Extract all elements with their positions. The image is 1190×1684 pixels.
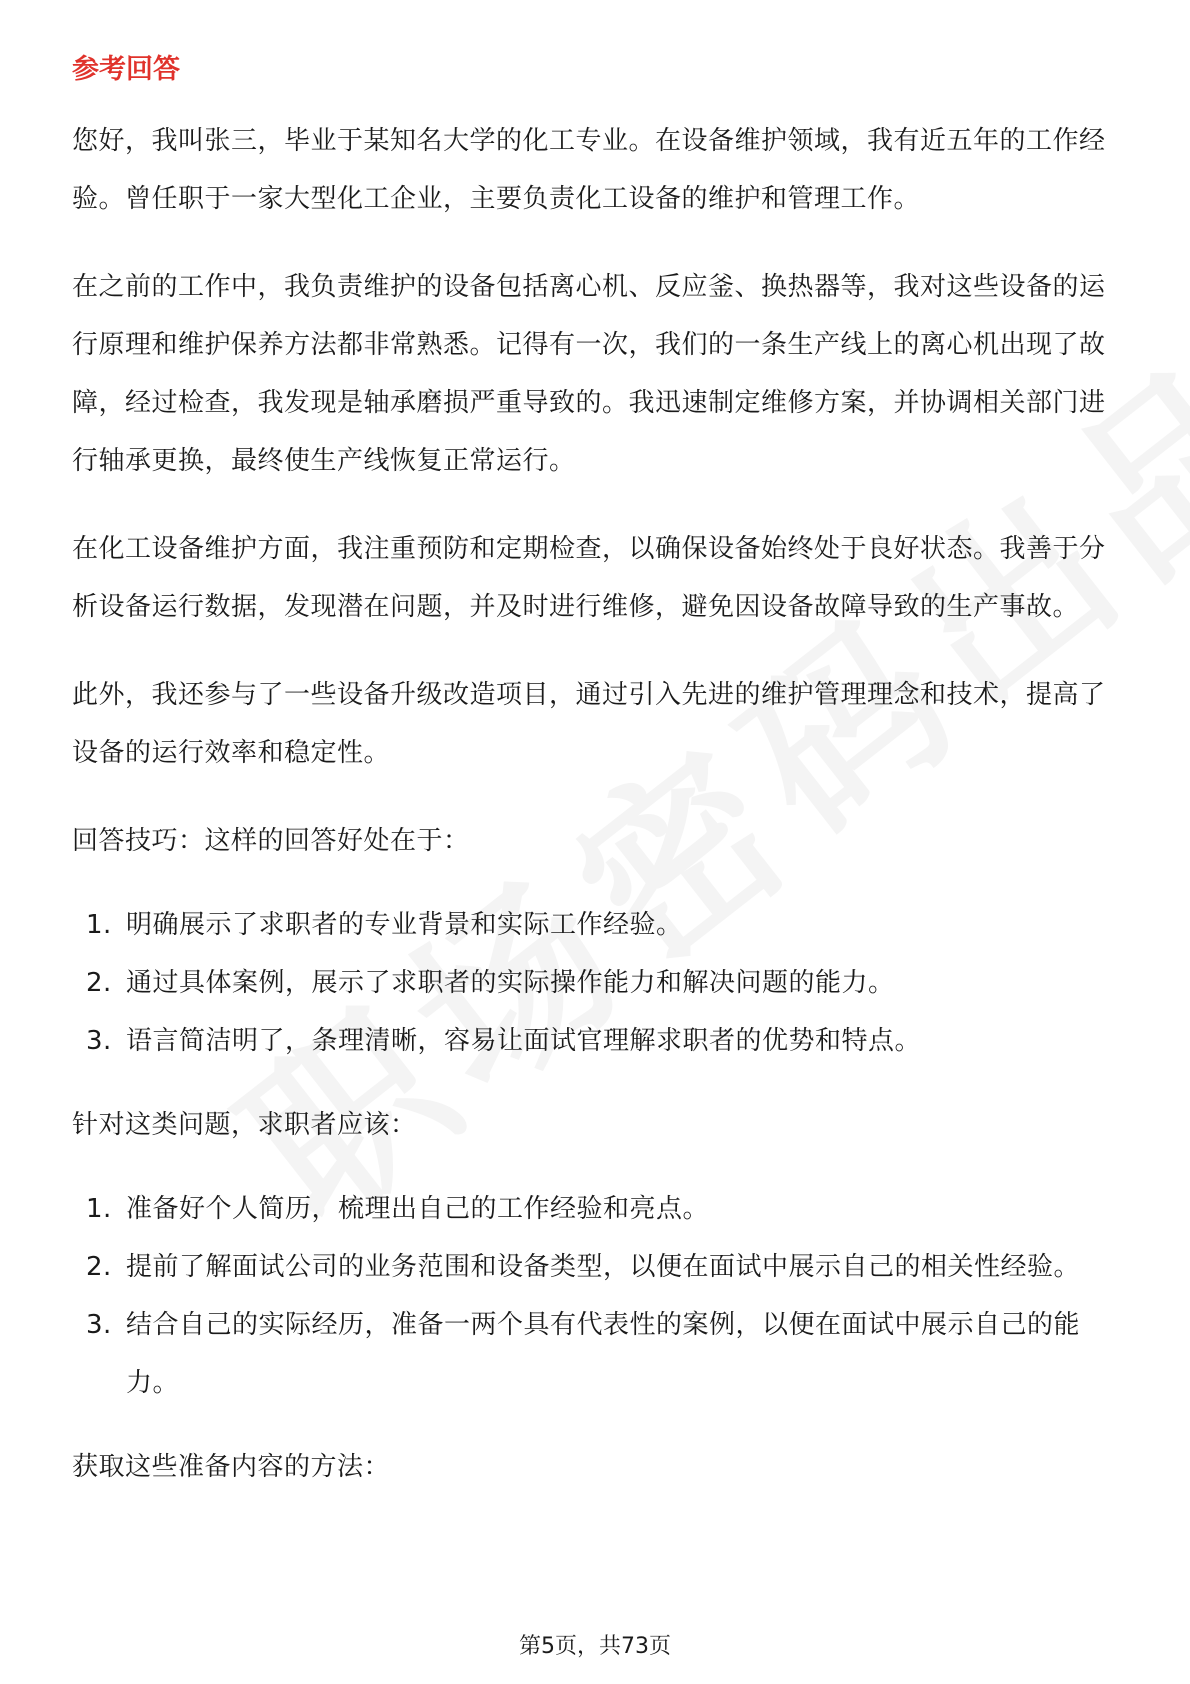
methods-label: 获取这些准备内容的方法： bbox=[72, 1452, 391, 1482]
section-title: 参考回答 bbox=[72, 54, 180, 85]
should-label: 针对这类问题，求职者应该： bbox=[72, 1110, 417, 1140]
document-page bbox=[72, 40, 1118, 1522]
list-item-text: 通过具体案例，展示了求职者的实际操作能力和解决问题的能力。 bbox=[126, 968, 895, 998]
list-item-text: 提前了解面试公司的业务范围和设备类型，以便在面试中展示自己的相关性经验。 bbox=[126, 1252, 1081, 1282]
should-list bbox=[72, 1180, 1118, 1412]
paragraph-intro: 您好，我叫张三，毕业于某知名大学的化工专业。在设备维护领域，我有近五年的工作经验。曾任职于一家大型化工企业，主要负责化工设备的维护和管理工作。 bbox=[72, 126, 1106, 214]
list-number: 3. bbox=[86, 1026, 112, 1056]
list-number: 1. bbox=[86, 910, 112, 940]
tips-label: 回答技巧：这样的回答好处在于： bbox=[72, 826, 470, 856]
list-item bbox=[72, 1012, 1118, 1070]
list-item bbox=[72, 1180, 1118, 1238]
list-item bbox=[72, 896, 1118, 954]
list-number: 3. bbox=[86, 1310, 112, 1340]
list-item bbox=[72, 1296, 1118, 1412]
page-footer: 第5页，共73页 bbox=[519, 1634, 671, 1659]
list-number: 1. bbox=[86, 1194, 112, 1224]
tips-list bbox=[72, 896, 1118, 1070]
list-item-text: 语言简洁明了，条理清晰，容易让面试官理解求职者的优势和特点。 bbox=[126, 1026, 922, 1056]
paragraph-maintenance: 在化工设备维护方面，我注重预防和定期检查，以确保设备始终处于良好状态。我善于分析设备运行数据，发现潜在问题，并及时进行维修，避免因设备故障导致的生产事故。 bbox=[72, 534, 1106, 622]
paragraph-experience: 在之前的工作中，我负责维护的设备包括离心机、反应釜、换热器等，我对这些设备的运行原理和维护保养方法都非常熟悉。记得有一次，我们的一条生产线上的离心机出现了故障，经过检查，我发现是轴承磨损严重导致的。我迅速制定维修方案，并协调相关部门进行轴承更换，最终使生产线恢复正常运行。 bbox=[72, 272, 1106, 476]
list-item bbox=[72, 1238, 1118, 1296]
list-number: 2. bbox=[86, 968, 112, 998]
list-item-text: 明确展示了求职者的专业背景和实际工作经验。 bbox=[126, 910, 683, 940]
list-item-text: 结合自己的实际经历，准备一两个具有代表性的案例，以便在面试中展示自己的能力。 bbox=[126, 1310, 1081, 1398]
paragraph-upgrade: 此外，我还参与了一些设备升级改造项目，通过引入先进的维护管理理念和技术，提高了设备的运行效率和稳定性。 bbox=[72, 680, 1106, 768]
list-item bbox=[72, 954, 1118, 1012]
list-number: 2. bbox=[86, 1252, 112, 1282]
list-item-text: 准备好个人简历，梳理出自己的工作经验和亮点。 bbox=[126, 1194, 710, 1224]
